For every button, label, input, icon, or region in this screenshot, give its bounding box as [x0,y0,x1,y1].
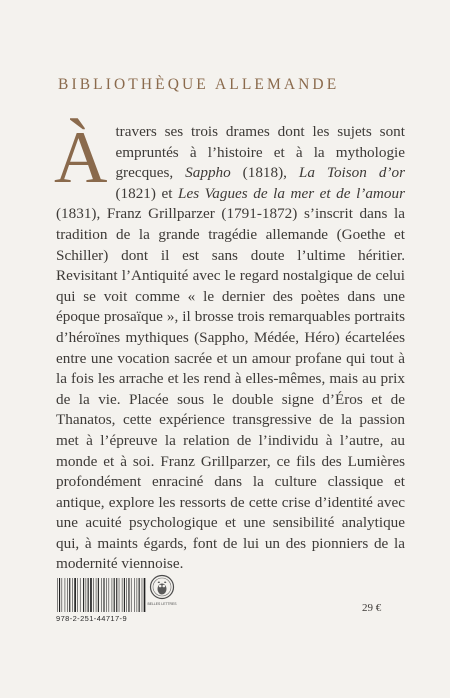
barcode-bar [137,578,138,612]
isbn-number: 978-2-251-44717-9 [56,614,128,623]
blurb-text-1: travers ses trois drames dont les sujets sont empruntés à l’histoire et à la mythologie grecques, [115,123,405,182]
back-cover-blurb [54,117,406,575]
blurb-text-3: (1821) et [115,184,179,202]
barcode-bar [126,578,127,612]
barcode-bar [96,578,97,612]
work-title-toison: La Toison d’or [298,164,405,182]
barcode-bar [114,578,115,612]
publisher-logo-text: BELLES LETTRES [147,602,177,606]
barcode-bar [144,578,146,612]
barcode-bar [62,578,63,612]
barcode-bar [103,578,104,612]
barcode-bar [67,578,68,612]
barcode-bar [57,578,58,612]
barcode-bar [88,578,89,612]
blurb-text-2: (1818), [230,164,299,182]
barcode-bar [90,578,92,612]
barcode-bar [86,578,87,612]
barcode-bar [74,578,76,612]
barcode-bar [80,578,81,612]
barcode-bar [93,578,94,612]
barcode-bar [98,578,99,612]
barcode [56,578,146,612]
barcode-bar [131,578,132,612]
barcode-bar [142,578,143,612]
barcode-bar [134,578,135,612]
barcode-bar [106,578,107,612]
drop-cap: À [54,117,108,199]
barcode-bar [122,578,123,612]
barcode-bar [128,578,129,612]
barcode-bar [101,578,102,612]
work-title-vagues: Les Vagues de la mer et de l’amour [178,184,406,202]
work-title-sappho: Sappho [185,164,231,182]
blurb-text-4: (1831), Franz Grillparzer (1791-1872) s’inscrit dans la tradition de la grande tragédie allemande (Goethe et Schiller) dont il est sans doute l’ultime héritier. Revisitant l’Antiquité avec le regard nostalgique de celui qui se voit comme « le dernier des poètes dans une époque prosaïque », il brosse trois remarquables portraits d’héroïnes mythiques (Sappho, Médée, Héro) écartelées entre une vocation sacrée et un amour profane qui tout à la fois les arrache et les rend à elles-mêmes, mais au prix de la vie. Placée sous le double signe d’Éros et de Thanatos, cette expérience transgressive de la passion met à l’épreuve la relation de l’individu à l’autre, au monde et à soi. Franz Grillparzer, ce fils des Lumières profondément enraciné dans la culture classique et antique, explore les ressorts de cette crise d’identité avec une acuité psychologique et une sensibilité analytique qui, à maints égards, font de lui un des pionniers de la modernité viennoise. [56,205,405,573]
barcode-bar [109,578,110,612]
barcode-bar [72,578,73,612]
barcode-bar [83,578,84,612]
barcode-bar [77,578,78,612]
barcode-bar [124,578,125,612]
price: 29 € [362,602,382,614]
barcode-bar [116,578,117,612]
barcode-bar [65,578,66,612]
series-title: BIBLIOTHÈQUE ALLEMANDE [58,76,340,93]
barcode-bar [119,578,120,612]
barcode-bar [69,578,70,612]
barcode-bar [112,578,113,612]
publisher-owl-logo-icon [149,574,175,618]
barcode-bar [139,578,140,612]
barcode-bar [59,578,60,612]
